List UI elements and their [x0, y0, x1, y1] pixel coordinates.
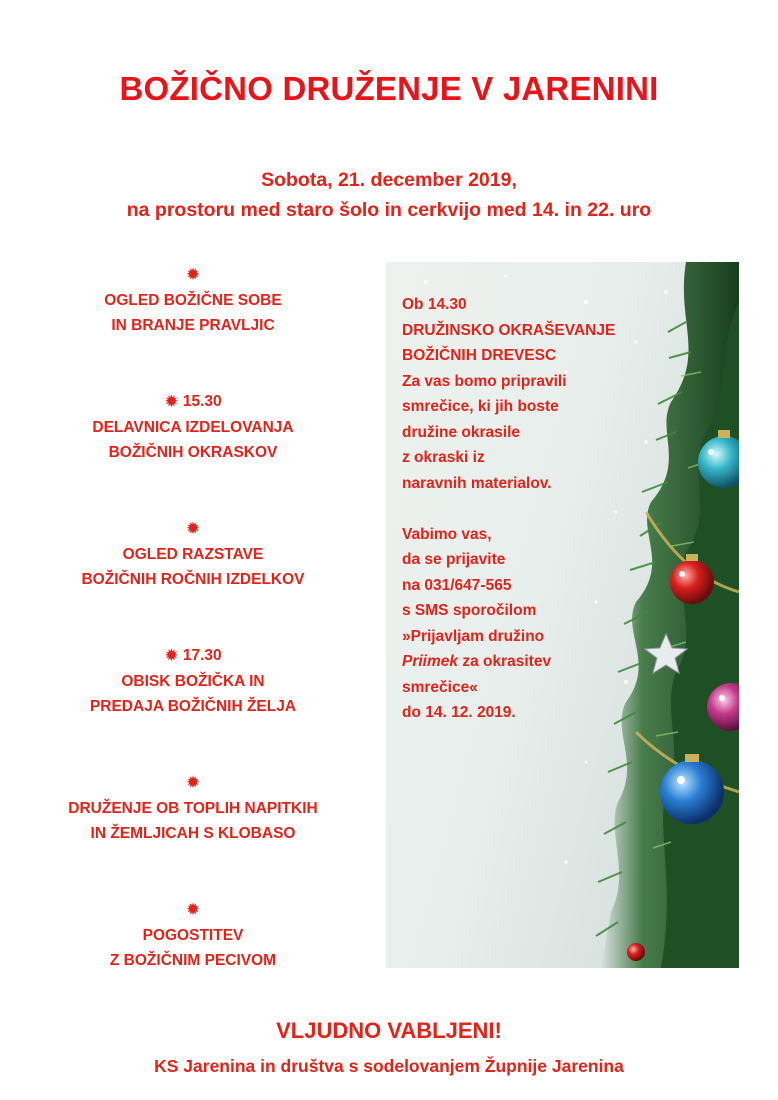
panel-line: »Prijavljam družino: [402, 627, 545, 645]
program-item-time: 17.30: [182, 647, 222, 664]
event-location: na prostoru med staro šolo in cerkvijo med 14. in 22. uro: [126, 199, 652, 221]
program-item-line: PREDAJA BOŽIČNIH ŽELJA: [89, 698, 297, 715]
family-decorating-info: [402, 292, 652, 726]
panel-line: DRUŽINSKO OKRAŠEVANJE: [402, 321, 616, 339]
page-title: BOŽIČNO DRUŽENJE V JARENINI: [119, 70, 659, 107]
program-item-line: DRUŽENJE OB TOPLIH NAPITKIH: [68, 799, 318, 817]
program-item-header: [164, 647, 221, 664]
panel-line: [402, 649, 652, 675]
event-date: Sobota, 21. december 2019,: [261, 169, 517, 191]
star-icon: ✹: [164, 392, 179, 411]
panel-line: smrečice«: [402, 678, 478, 696]
program-item-line: OGLED BOŽIČNE SOBE: [104, 291, 282, 309]
footer-organizers: KS Jarenina in društva s sodelovanjem Župnije Jarenina: [154, 1056, 624, 1076]
program-item-line: BOŽIČNIH ROČNIH IZDELKOV: [81, 571, 305, 588]
program-item-time: 15.30: [182, 393, 222, 410]
program-item: [40, 262, 346, 339]
panel-line: z okraski iz: [402, 449, 485, 466]
panel-line: BOŽIČNIH DREVESC: [402, 347, 557, 364]
program-item-line: DELAVNICA IZDELOVANJA: [92, 418, 294, 436]
panel-line: družine okrasile: [402, 423, 521, 441]
panel-line: da se prijavite: [402, 551, 506, 568]
panel-line: smrečice, ki jih boste: [402, 398, 559, 415]
panel-spacer: [402, 496, 652, 522]
panel-line: naravnih materialov.: [402, 474, 552, 492]
program-item: [40, 389, 346, 466]
panel-line: do 14. 12. 2019.: [402, 704, 516, 721]
program-item: [40, 516, 346, 593]
panel-italic-word: Priimek: [402, 653, 459, 670]
program-item-line: BOŽIČNIH OKRASKOV: [108, 444, 278, 461]
panel-line: Ob 14.30: [402, 296, 467, 313]
program-item-line: POGOSTITEV: [142, 926, 244, 944]
panel-line: s SMS sporočilom: [402, 602, 537, 619]
program-item: [40, 897, 346, 974]
program-item-line: Z BOŽIČNIM PECIVOM: [109, 952, 277, 969]
program-item-header: [164, 393, 221, 410]
christmas-tree-panel: [386, 262, 739, 968]
panel-line: Za vas bomo pripravili: [402, 372, 567, 390]
footer-invitation: VLJUDNO VABLJENI!: [276, 1018, 502, 1043]
star-icon: ✹: [185, 773, 201, 792]
star-icon: ✹: [185, 900, 201, 919]
star-icon: ✹: [164, 646, 179, 665]
event-date-location: [0, 165, 778, 225]
program-item: [40, 770, 346, 847]
program-item-line: OGLED RAZSTAVE: [122, 545, 264, 563]
program-item-line: IN ŽEMLJICAH S KLOBASO: [90, 825, 296, 842]
panel-line: Vabimo vas,: [402, 525, 492, 543]
program-item-line: OBISK BOŽIČKA IN: [121, 672, 265, 690]
panel-line: na 031/647-565: [402, 576, 512, 594]
panel-line-rest: za okrasitev: [458, 653, 552, 670]
star-icon: ✹: [185, 519, 201, 538]
program-item-line: IN BRANJE PRAVLJIC: [111, 317, 275, 334]
star-icon: ✹: [185, 265, 201, 284]
program-item: [40, 643, 346, 720]
